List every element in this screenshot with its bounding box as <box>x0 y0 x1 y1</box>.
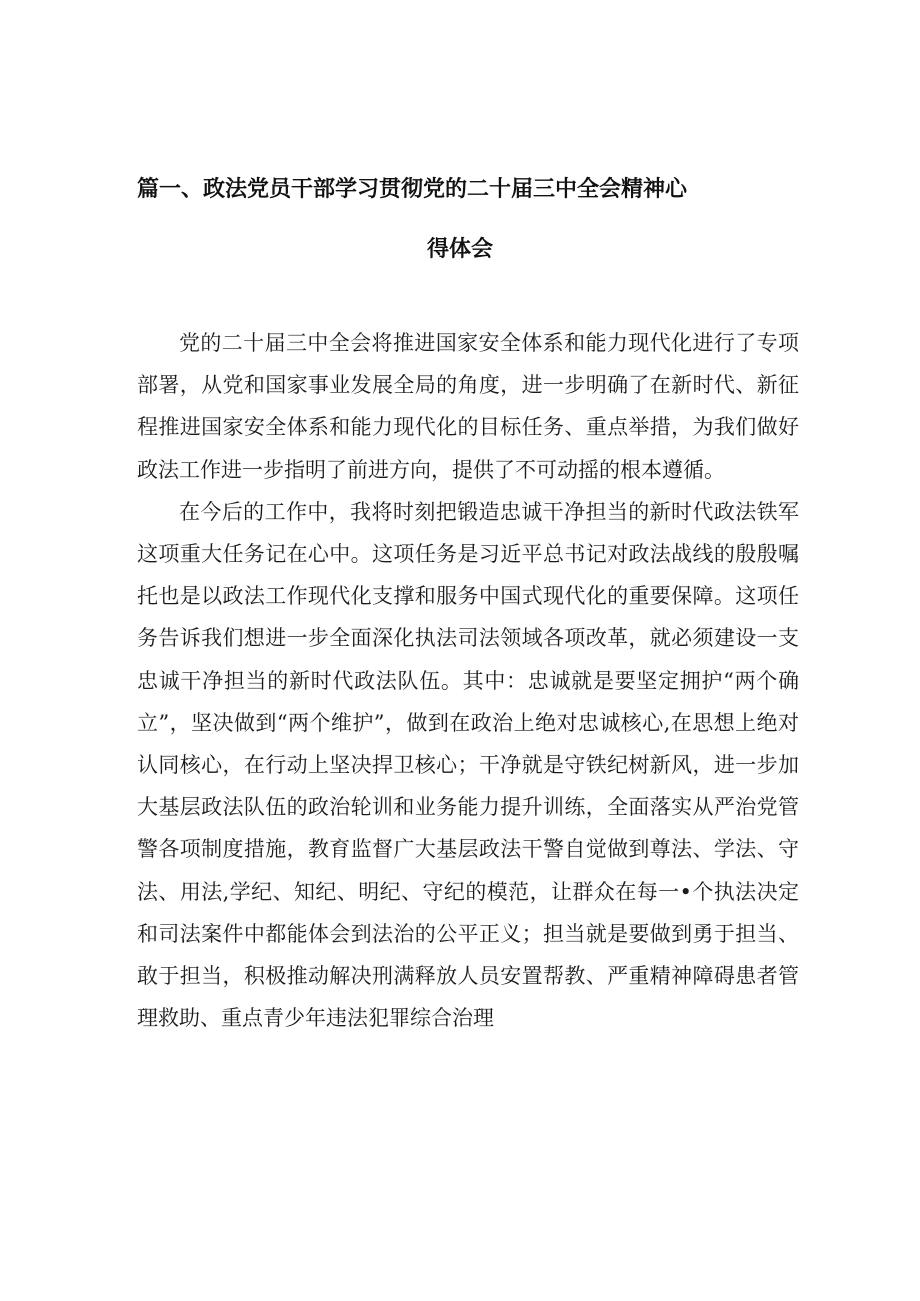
document-title-line-2: 得体会 <box>426 236 493 262</box>
paragraph-2: 在今后的工作中，我将时刻把锻造忠诚干净担当的新时代政法铁军这项重大任务记在心中。这项任务是习近平总书记对政法战线的殷殷嘱托也是以政法工作现代化支撑和服务中国式现代化的重要保障。这项任务告诉我们想进一步全面深化执法司法领域各项改革，就必须建设一支忠诚干净担当的新时代政法队伍。其中：忠诚就是要坚定拥护“两个确立”，坚决做到“两个维护”，做到在政治上绝对忠诚核心,在思想上绝对认同核心，在行动上坚决捍卫核心；干净就是守铁纪树新风，进一步加大基层政法队伍的政治轮训和业务能力提升训练，全面落实从严治党管警各项制度措施，教育监督广大基层政法干警自觉做到尊法、学法、守法、用法,学纪、知纪、明纪、守纪的模范，让群众在每一•个执法决定和司法案件中都能体会到法治的公平正义；担当就是要做到勇于担当、敢于担当，积极推动解决刑满释放人员安置帮教、严重精神障碍患者管理救助、重点青少年违法犯罪综合治理 <box>137 499 799 1031</box>
paragraph-1: 党的二十届三中全会将推进国家安全体系和能力现代化进行了专项部署，从党和国家事业发展全局的角度，进一步明确了在新时代、新征程推进国家安全体系和能力现代化的目标任务、重点举措，为我们做好政法工作进一步指明了前进方向，提供了不可动摇的根本遵循。 <box>137 331 799 482</box>
document-body <box>137 322 799 1039</box>
document-title-line-1: 篇一、政法党员干部学习贯彻党的二十届三中全会精神心 <box>137 176 688 202</box>
